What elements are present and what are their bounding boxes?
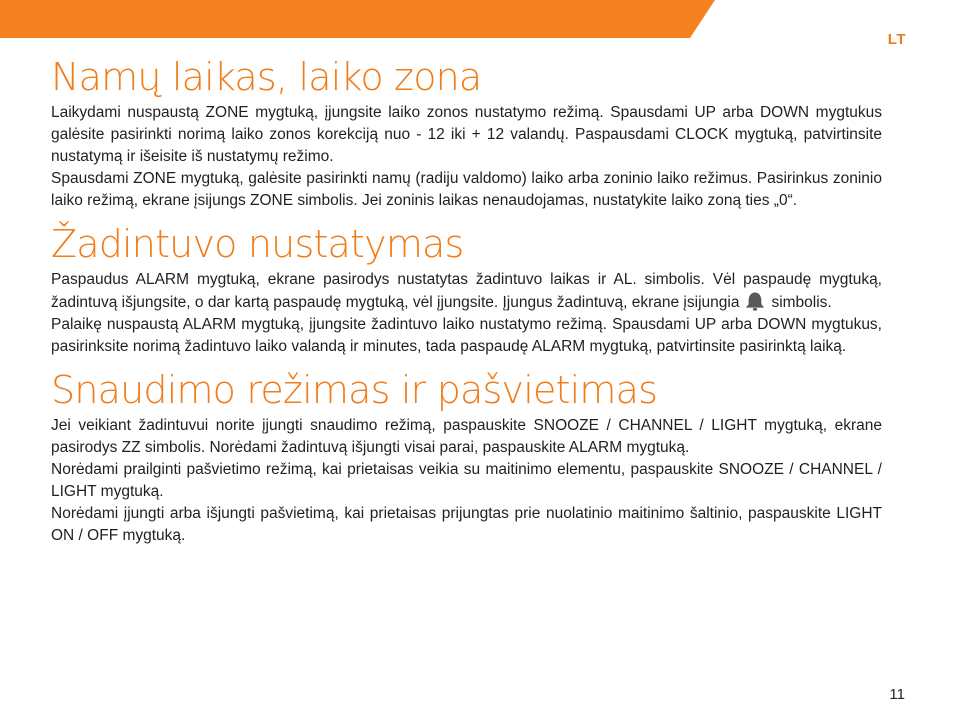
section-snooze-backlight [51,365,882,547]
language-tag: LT [887,31,906,48]
paragraph: Norėdami įjungti arba išjungti pašvietimą, kai prietaisas prijungtas prie nuolatinio maitinimo šaltinio, paspauskite LIGHT ON / OFF mygtuką. [51,505,882,544]
bell-icon [744,291,766,311]
document-content [51,52,882,547]
section-heading: Namų laikas, laiko zona [51,55,482,99]
section-heading: Snaudimo režimas ir pašvietimas [51,368,658,412]
paragraph-text: simbolis. [771,294,832,311]
top-banner [0,0,954,38]
section-home-time-zone [51,52,882,212]
page-number: 11 [889,686,905,703]
paragraph: Palaikę nuspaustą ALARM mygtuką, įjungsite žadintuvo laiko nustatymo režimą. Spausdami UP arba DOWN mygtukus, pasirinksite norimą žadintuvo laiko valandą ir minutes, tada paspaudę ALARM mygtuką, patvirtinsite pasirinktą laiką. [51,316,882,355]
paragraph-text: Paspaudus ALARM mygtuką, ekrane pasirodys nustatytas žadintuvo laikas ir AL. simbolis. Vėl paspaudę mygtuką, žadintuvą išjungsite, o dar kartą paspaudę mygtuką, vėl įjungsite. Įjungus žadintuvą, ekrane įsijungia [51,271,882,311]
paragraph: Laikydami nuspaustą ZONE mygtuką, įjungsite laiko zonos nustatymo režimą. Spausdami UP arba DOWN mygtukus galėsite pasirinkti norimą laiko zonos korekciją nuo - 12 iki + 12 valandų. Paspausdami CLOCK mygtuką, patvirtinsite nustatymą ir išeisite iš nustatymų režimo. [51,104,882,165]
section-heading: Žadintuvo nustatymas [51,222,464,266]
paragraph: Jei veikiant žadintuvui norite įjungti snaudimo režimą, paspauskite SNOOZE / CHANNEL / LIGHT mygtuką, ekrane pasirodys ZZ simbolis. Norėdami žadintuvą išjungti visai parai, paspauskite ALARM mygtuką. [51,417,882,456]
section-alarm-setting [51,219,882,358]
paragraph: Spausdami ZONE mygtuką, galėsite pasirinkti namų (radiju valdomo) laiko arba zoninio laiko režimus. Pasirinkus zoninio laiko režimą, ekrane įsijungs ZONE simbolis. Jei zoninis laikas nenaudojamas, nustatykite laiko zoną ties „0“. [51,170,882,209]
paragraph [51,269,882,314]
paragraph: Norėdami prailginti pašvietimo režimą, kai prietaisas veikia su maitinimo elementu, paspauskite SNOOZE / CHANNEL / LIGHT mygtuką. [51,461,882,500]
